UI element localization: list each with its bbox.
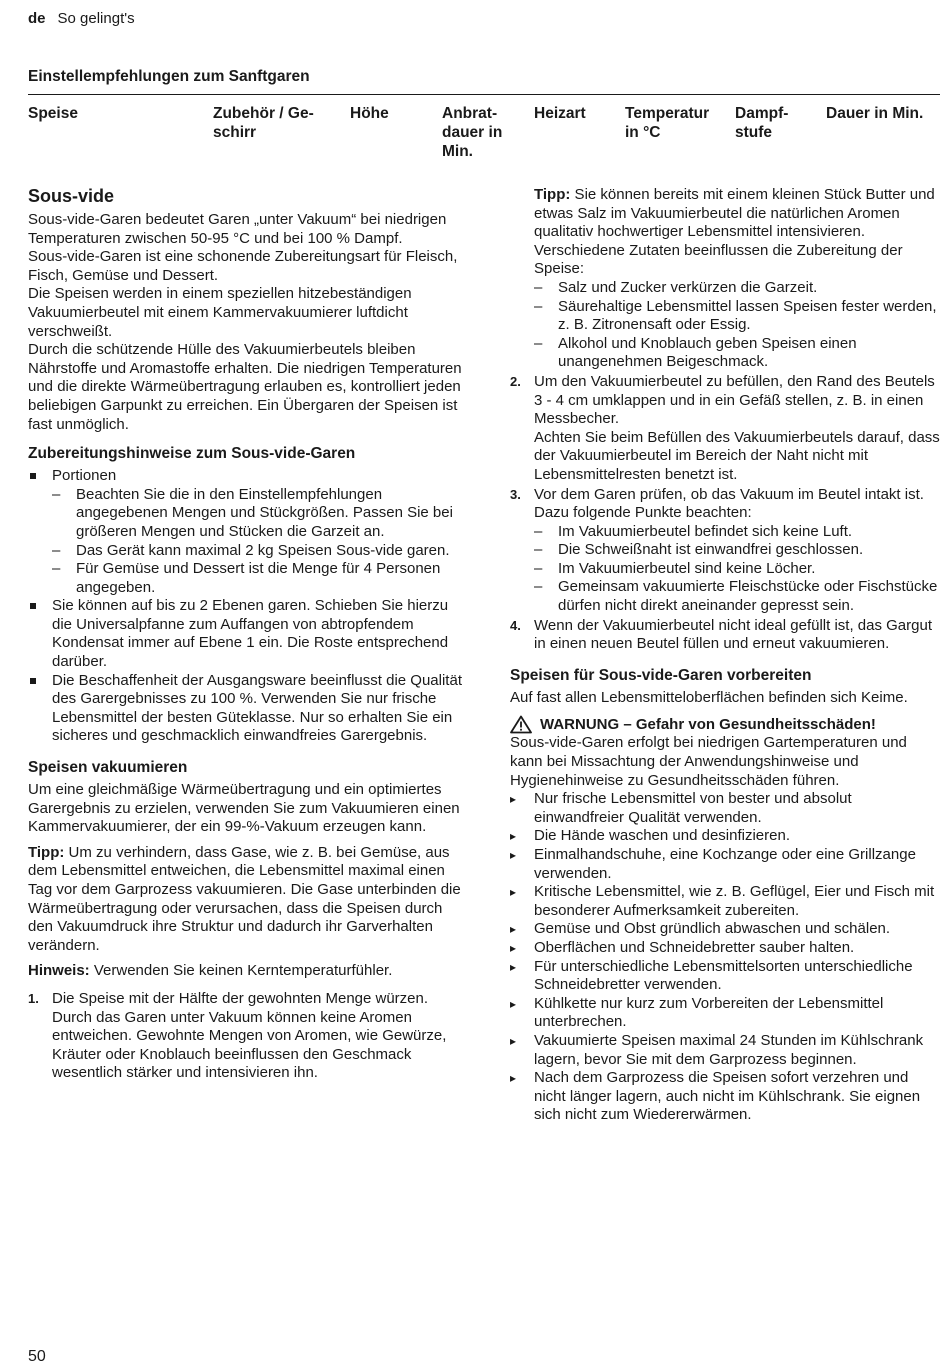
tip-label: Tipp: <box>534 186 571 203</box>
intro-paragraph: Die Speisen werden in einem speziellen hitzebeständigen Vakuumierbeutel mit einem Kammervakuumierer luftdicht verschweißt. <box>28 285 412 340</box>
step-item <box>510 617 942 654</box>
step-item <box>510 486 942 616</box>
intro-paragraph: Sous-vide-Garen ist eine schonende Zubereitungsart für Fleisch, Fisch, Gemüse und Dessert. <box>28 248 458 284</box>
step-subtext: Durch das Garen unter Vakuum können keine Aromen entweichen. Gewohnte Mengen von Aromen, wie Gewürze, Kräuter oder Knoblauch beeinflussen den Geschmack wesentlich stärker und intensivieren ihn. <box>52 1008 447 1082</box>
steps-list-part2 <box>510 373 942 654</box>
warning-title: WARNUNG – Gefahr von Gesundheitsschäden! <box>540 715 876 733</box>
step-item <box>510 373 942 485</box>
step-subtext: Achten Sie beim Befüllen des Vakuumierbeutels darauf, dass der Vakuumierbeutel im Bereich der Naht nicht mit Lebensmittelresten benetzt ist. <box>534 428 940 483</box>
note-label: Hinweis: <box>28 962 90 980</box>
column-header-speise: Speise <box>28 105 78 122</box>
list-item: – Die Schweißnaht ist einwandfrei geschlossen. <box>534 541 942 560</box>
tip-paragraph <box>28 844 468 956</box>
list-item <box>28 467 468 597</box>
note-text: Verwenden Sie keinen Kerntemperaturfühler. <box>89 962 393 980</box>
step-item <box>28 990 468 1083</box>
portions-label: Portionen <box>52 467 117 485</box>
list-item: ▸ Nur frische Lebensmittel von bester und absolut einwandfreier Qualität verwenden. <box>510 790 942 827</box>
step-number: 3. <box>510 486 521 502</box>
step-text: Die Speise mit der Hälfte der gewohnten Menge würzen. <box>52 989 429 1007</box>
section-title: Sous-vide <box>28 186 115 206</box>
list-item: – Salz und Zucker verkürzen die Garzeit. <box>534 279 942 298</box>
column-header-anbratdauer: Anbrat- dauer in Min. <box>442 105 503 160</box>
list-item: Die Beschaffenheit der Ausgangsware beeinflusst die Qualität des Garergebnisses zu 100 %. Verwenden Sie nur frische Lebensmittel der besten Güteklasse. Nur so erhalten Sie ein sicheres und geschmacklich einwandfreies Garergebnis. <box>28 672 468 746</box>
list-item: ▸ Die Hände waschen und desinfizieren. <box>510 827 942 846</box>
column-header-dampfstufe: Dampf- stufe <box>735 105 789 141</box>
list-item: – Im Vakuumierbeutel befindet sich keine Luft. <box>534 523 942 542</box>
list-item: – Säurehaltige Lebensmittel lassen Speisen fester werden, z. B. Zitronensaft oder Essig. <box>534 298 942 335</box>
warning-triangle-icon <box>510 715 532 734</box>
note-paragraph <box>28 962 468 981</box>
intro-paragraph: Durch die schützende Hülle des Vakuumierbeutels bleiben Nährstoffe und Aromastoffe erhalten. Die niedrigen Temperaturen und die direkte Wärmeübertragung erlauben es, kontrolliert jeden beliebigen Garpunkt zu erreichen. Ein Übergaren der Speisen ist fast unmöglich. <box>28 341 462 433</box>
hints-heading: Zubereitungshinweise zum Sous-vide-Garen <box>28 445 356 463</box>
list-item: – Alkohol und Knoblauch geben Speisen einen unangenehmen Beigeschmack. <box>534 335 942 372</box>
page-number: 50 <box>28 1348 46 1365</box>
section-name: So gelingt's <box>57 10 135 27</box>
list-item: ▸ Einmalhandschuhe, eine Kochzange oder eine Grillzange verwenden. <box>510 846 942 883</box>
left-column <box>28 186 468 1083</box>
list-item: ▸ Gemüse und Obst gründlich abwaschen und schälen. <box>510 920 942 939</box>
tip-paragraph <box>534 186 942 242</box>
prep-heading: Speisen für Sous-vide-Garen vorbereiten <box>510 666 812 684</box>
checks-list <box>534 523 942 616</box>
ingredients-intro: Verschiedene Zutaten beeinflussen die Zubereitung der Speise: <box>534 241 903 278</box>
list-item: ▸ Kühlkette nur kurz zum Vorbereiten der Lebensmittel unterbrechen. <box>510 995 942 1032</box>
step1-continued <box>510 186 942 372</box>
column-header-dauer: Dauer in Min. <box>826 105 924 122</box>
list-item: ▸ Für unterschiedliche Lebensmittelsorten unterschiedliche Schneidebretter verwenden. <box>510 958 942 995</box>
step-text: Wenn der Vakuumierbeutel nicht ideal gefüllt ist, das Gargut in einen neuen Beutel füllen und erneut vakuumieren. <box>534 616 932 653</box>
step-number: 4. <box>510 617 521 633</box>
table-rule <box>28 94 940 95</box>
list-item: – Für Gemüse und Dessert ist die Menge für 4 Personen angegeben. <box>52 560 468 597</box>
list-item: Sie können auf bis zu 2 Ebenen garen. Schieben Sie hierzu die Universalpfanne zum Auffangen von abtropfendem Kondensat immer auf Ebene 1 ein. Die Roste entsprechend darüber. <box>28 597 468 671</box>
table-title: Einstellempfehlungen zum Sanftgaren <box>28 68 310 85</box>
intro-paragraph: Sous-vide-Garen bedeutet Garen „unter Vakuum“ bei niedrigen Temperaturen zwischen 50-95 °C und bei 100 % Dampf. <box>28 211 447 247</box>
column-header-temperatur: Temperatur in °C <box>625 105 710 141</box>
column-header-heizart: Heizart <box>534 105 586 122</box>
tip-label: Tipp: <box>28 843 65 861</box>
list-item: – Das Gerät kann maximal 2 kg Speisen Sous-vide garen. <box>52 542 468 561</box>
portions-list <box>52 486 468 598</box>
list-item: ▸ Vakuumierte Speisen maximal 24 Stunden im Kühlschrank lagern, bevor Sie mit dem Garprozess beginnen. <box>510 1032 942 1069</box>
list-item: ▸ Nach dem Garprozess die Speisen sofort verzehren und nicht länger lagern, auch nicht im Kühlschrank. Sie eignen sich nicht zum Wiedererwärmen. <box>510 1069 942 1125</box>
vacuum-heading: Speisen vakuumieren <box>28 759 188 777</box>
list-item: – Im Vakuumierbeutel sind keine Löcher. <box>534 560 942 579</box>
tip-text: Sie können bereits mit einem kleinen Stück Butter und etwas Salz im Vakuumierbeutel die natürlichen Aromen qualitativ hochwertiger Lebensmittel intensivieren. <box>534 186 935 241</box>
prep-paragraph: Auf fast allen Lebensmitteloberflächen befinden sich Keime. <box>510 688 908 706</box>
warning-heading <box>510 715 942 734</box>
steps-list-part1 <box>28 990 468 1083</box>
hints-list <box>28 467 468 746</box>
right-column <box>510 186 942 1125</box>
column-header-hoehe: Höhe <box>350 105 389 122</box>
list-item: ▸ Oberflächen und Schneidebretter sauber halten. <box>510 939 942 958</box>
list-item: ▸ Kritische Lebensmittel, wie z. B. Geflügel, Eier und Fisch mit besonderer Aufmerksamkeit zubereiten. <box>510 883 942 920</box>
list-item: – Beachten Sie die in den Einstellempfehlungen angegebenen Mengen und Stückgrößen. Passen Sie bei größeren Mengen und Stücken die Garzeit an. <box>52 486 468 542</box>
language-code: de <box>28 10 46 27</box>
column-header-zubehoer: Zubehör / Ge- schirr <box>213 105 314 141</box>
warning-text: Sous-vide-Garen erfolgt bei niedrigen Gartemperaturen und kann bei Missachtung der Anwendungshinweise und Hygienehinweise zu Gesundheitsschäden führen. <box>510 734 907 789</box>
step-text: Um den Vakuumierbeutel zu befüllen, den Rand des Beutels 3 - 4 cm umklappen und in ein Gefäß stellen, z. B. in einen Messbecher. <box>534 372 935 428</box>
tip-text: Um zu verhindern, dass Gase, wie z. B. bei Gemüse, aus dem Lebensmittel entweichen, die Lebensmittel maximal einen Tag vor dem Garprozess vakuumieren. Die Gase unterbinden die Wärmeübertragung oder verursachen, dass die Speisen durch den Vakuumdruck ihre Struktur und dadurch ihr Garverhalten verändern. <box>28 843 461 954</box>
list-item: – Gemeinsam vakuumierte Fleischstücke oder Fischstücke dürfen nicht direkt aneinander gepresst sein. <box>534 578 942 615</box>
step-number: 2. <box>510 373 521 389</box>
step-subtext: Dazu folgende Punkte beachten: <box>534 504 752 522</box>
ingredients-list <box>534 279 942 372</box>
page-header <box>28 10 135 29</box>
step-text: Vor dem Garen prüfen, ob das Vakuum im Beutel intakt ist. <box>534 485 924 503</box>
warning-list <box>510 790 942 1125</box>
vacuum-paragraph: Um eine gleichmäßige Wärmeübertragung und ein optimiertes Garergebnis zu erzielen, verwenden Sie zum Vakuumieren einen Kammervakuumierer, der ein 99-%-Vakuum erzeugen kann. <box>28 781 460 836</box>
step-number: 1. <box>28 990 39 1006</box>
